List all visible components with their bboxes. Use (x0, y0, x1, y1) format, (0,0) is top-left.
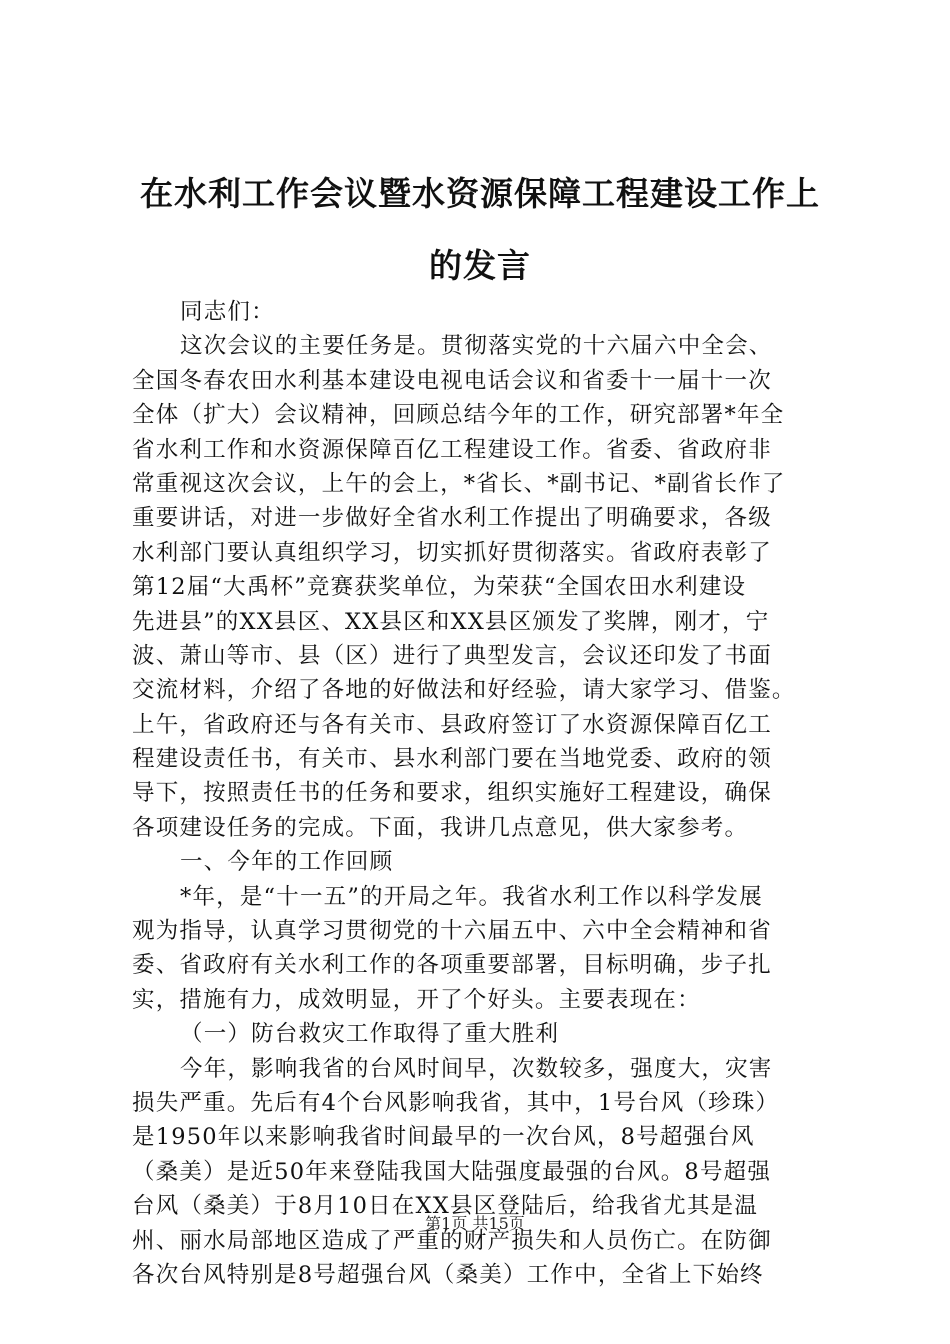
body-line: *年，是“十一五”的开局之年。我省水利工作以科学发展 (180, 883, 763, 910)
body-line: 各次台风特别是8号超强台风（桑美）工作中，全省上下始终 (132, 1261, 764, 1288)
body-line: 一、今年的工作回顾 (180, 849, 394, 876)
body-line: 程建设责任书，有关市、县水利部门要在当地党委、政府的领 (132, 746, 772, 773)
body-line: 第12届“大禹杯”竞赛获奖单位，为荣获“全国农田水利建设 (132, 574, 747, 601)
body-line: 各项建设任务的完成。下面，我讲几点意见，供大家参考。 (132, 814, 749, 841)
body-line: 波、萧山等市、县（区）进行了典型发言，会议还印发了书面 (132, 642, 772, 669)
body-line: 交流材料，介绍了各地的好做法和好经验，请大家学习、借鉴。 (132, 677, 796, 704)
body-line: 这次会议的主要任务是。贯彻落实党的十六届六中全会、 (180, 333, 773, 360)
body-line: （桑美）是近50年来登陆我国大陆强度最强的台风。8号超强 (132, 1158, 772, 1185)
body-line: 全体（扩大）会议精神，回顾总结今年的工作，研究部署*年全 (132, 402, 785, 429)
body-line: 水利部门要认真组织学习，切实抓好贯彻落实。省政府表彰了 (132, 539, 772, 566)
body-line: 是1950年以来影响我省时间最早的一次台风，8号超强台风 (132, 1124, 755, 1151)
body-line: 损失严重。先后有4个台风影响我省，其中，1号台风（珍珠） (132, 1089, 780, 1116)
body-line: 观为指导，认真学习贯彻党的十六届五中、六中全会精神和省 (132, 918, 772, 945)
body-line: 同志们： (180, 299, 275, 325)
page-footer (0, 1212, 950, 1236)
body-line: 今年，影响我省的台风时间早，次数较多，强度大，灾害 (180, 1055, 773, 1082)
body-line: 台风（桑美）于8月10日在XX县区登陆后，给我省尤其是温 (132, 1193, 759, 1220)
document-body (132, 295, 852, 1292)
body-line: 全国冬春农田水利基本建设电视电话会议和省委十一届十一次 (132, 367, 772, 394)
body-line: 实，措施有力，成效明显，开了个好头。主要表现在： (132, 986, 701, 1013)
body-line: 州、丽水局部地区造成了严重的财产损失和人员伤亡。在防御 (132, 1227, 772, 1254)
body-line: 重要讲话，对进一步做好全省水利工作提出了明确要求，各级 (132, 505, 772, 532)
title-line: 在水利工作会议暨水资源保障工程建设工作上 (140, 174, 820, 213)
body-line: 先进县”的XX县区、XX县区和XX县区颁发了奖牌，刚才，宁 (132, 608, 770, 635)
body-line: 常重视这次会议，上午的会上，*省长、*副书记、*副省长作了 (132, 470, 786, 497)
body-line: 上午，省政府还与各有关市、县政府签订了水资源保障百亿工 (132, 711, 772, 738)
body-line: （一）防台救灾工作取得了重大胜利 (180, 1021, 560, 1048)
body-line: 委、省政府有关水利工作的各项重要部署，目标明确，步子扎 (132, 952, 772, 979)
page-indicator: 第1页 共15页 (425, 1214, 525, 1233)
body-line: 导下，按照责任书的任务和要求，组织实施好工程建设，确保 (132, 780, 772, 807)
title-line: 的发言 (429, 246, 531, 285)
document-title (120, 158, 840, 302)
body-line: 省水利工作和水资源保障百亿工程建设工作。省委、省政府非 (132, 436, 772, 463)
